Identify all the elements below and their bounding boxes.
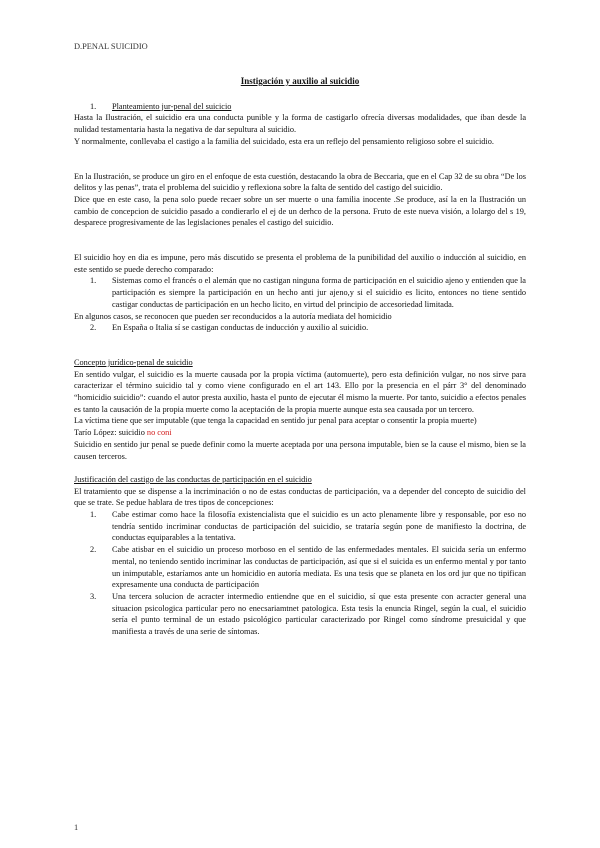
section-3-heading: Justificación del castigo de las conductas de participación en el suicidio [74,474,312,484]
document-body [74,76,526,638]
list-text: Cabe atisbar en el suicidio un proceso morboso en el sentido de las enfermedades mentales. El suicida sería un enfermo mental, no teniendo sentido incriminar las conductas de participación, así que si el suicida es un enfermo mental y por tanto un inimputable, estaríamos ante un homicidio en autoría mediata. Es una tesis que se planeta en los ord jur que no tipifican expresamente una conducta de participación [112,545,526,590]
note-text: Tarío López: suicidio [74,428,147,438]
list-text: Una tercera solucion de acracter intermedio entiendne que en el suicidio, sí que esta presente con acracter general una situacion psicologica particular pero no enecsariamtnet patologica. Esta tesis la enuncia Ringel, según la cual, el suicidio sería el punto terminal de un estado psicológico particular caracterizado por Ringel como síndrome presuicidal y que manifiesta a través de una serie de síntomas. [112,592,526,637]
paragraph: Dice que en este caso, la pena solo puede recaer sobre un ser muerte o una familia inocente .Se produce, así la en la Ilustración un cambio de concepcion de suicidio pasado a condierarlo el ej de un derhco de la persona. Fruto de este nueva visión, a lolargo del s 19, desparece progresivamente de las legislaciones penales el castigo del suicidio. [74,194,526,228]
list-item [74,275,526,310]
list-text: Sistemas como el francés o el alemán que no castigan ninguna forma de participación en el suicidio ajeno y entienden que la participación es siempre la participación en un hecho anti jur ajeno,y si el suicidio es licito, entonces no tiene sentido castigar conductas de participación en un hecho licito, en virtud del principio de accesoriedad limitada. [112,276,526,309]
comparative-law-list-cont [74,322,526,334]
paragraph: En la Ilustración, se produce un giro en el enfoque de esta cuestión, destacando la obra de Beccaria, que en el Cap 32 de su obra “De los delitos y las penas”, trata el problema del suicidio y reflexiona sobre la falta de sentido del castigo del suicidio. [74,171,527,193]
document-header: D.PENAL SUICIDIO [74,42,148,51]
list-number: 2. [90,323,97,333]
paragraph: El suicidio hoy en dia es impune, pero más discutido se presenta el problema de la punibilidad del auxilio o inducción al suicidio, en este sentido se puede derecho comparado: [74,253,526,274]
list-number: 3. [90,592,97,601]
comparative-law-list [74,275,526,310]
paragraph: Hasta la Ilustración, el suicidio era una conducta punible y la forma de castigarlo ofrecía diversas modalidades, que iban desde la nulidad testamentaria hasta la negativa de dar sepultura al suicidio. [74,113,526,135]
paragraph: En sentido vulgar, el suicidio es la muerte causada por la propia víctima (automuerte), pero esta definición vulgar, no nos sirve para caracterizar el término suicidio tal y como viene configurado en el art 143. Ello por la presencia en el párr 3° del denominado “homicidio suicidio”: cuando el autor presta auxilio, hasta el punto de ejecutar él mismo la muerte. Por tanto, suicidio a efectos penales es tanto la causación de la propia muerte como la aceptación de la propia muerte aunque esta sea causada por un tercero. [74,369,526,414]
list-number: 1. [90,276,97,286]
paragraph: En algunos casos, se reconocen que pueden ser reconducidos a la autoría mediata del homicidio [74,311,392,321]
page-number: 1 [74,823,79,832]
paragraph: El tratamiento que se dispense a la incriminación o no de estas conductas de participación, va a depender del concepto de suicidio del que se trate. Se pedue hablara de tres tipos de concepciones: [74,486,526,508]
conceptions-list [74,509,526,638]
document-title: Instigación y auxilio al suicidio [240,76,360,86]
list-item [74,322,526,334]
paragraph: Suicidio en sentido jur penal se puede definir como la muerte aceptada por una persona imputable, bien se la cause el mismo, bien se la causen terceros. [74,439,526,461]
section-1-heading [74,101,526,113]
paragraph: Y normalmente, conllevaba el castigo a la familia del suicidado, esta era un reflejo del pensamiento religioso sobre el suicidio. [74,136,494,146]
paragraph: La víctima tiene que ser imputable (que tenga la capacidad en sentido jur penal para aceptar o consentir la propia muerte) [74,416,477,426]
list-number: 2. [90,545,97,555]
section-1-title: Planteamiento jur-penal del suicicio [112,101,232,111]
list-number: 1. [90,510,97,520]
paragraph [74,427,526,439]
red-note-text: no coni [146,428,172,438]
list-item [74,544,526,591]
section-1-number: 1. [90,101,97,111]
section-2-heading: Concepto jurídico-penal de suicidio [74,357,193,367]
list-text: En España o Italia sí se castigan conductas de inducción y auxilio al suicidio. [112,323,369,333]
list-item [74,509,526,544]
list-text: Cabe estimar como hace la filosofía existencialista que el suicidio es un acto plenamente libre y responsable, por eso no tendría sentido incriminar conductas de participación del suicidio, se trataría según pone de manifiesto la doctrina, de conductas equiparables a la tentativa. [112,510,526,543]
list-item [74,591,526,638]
